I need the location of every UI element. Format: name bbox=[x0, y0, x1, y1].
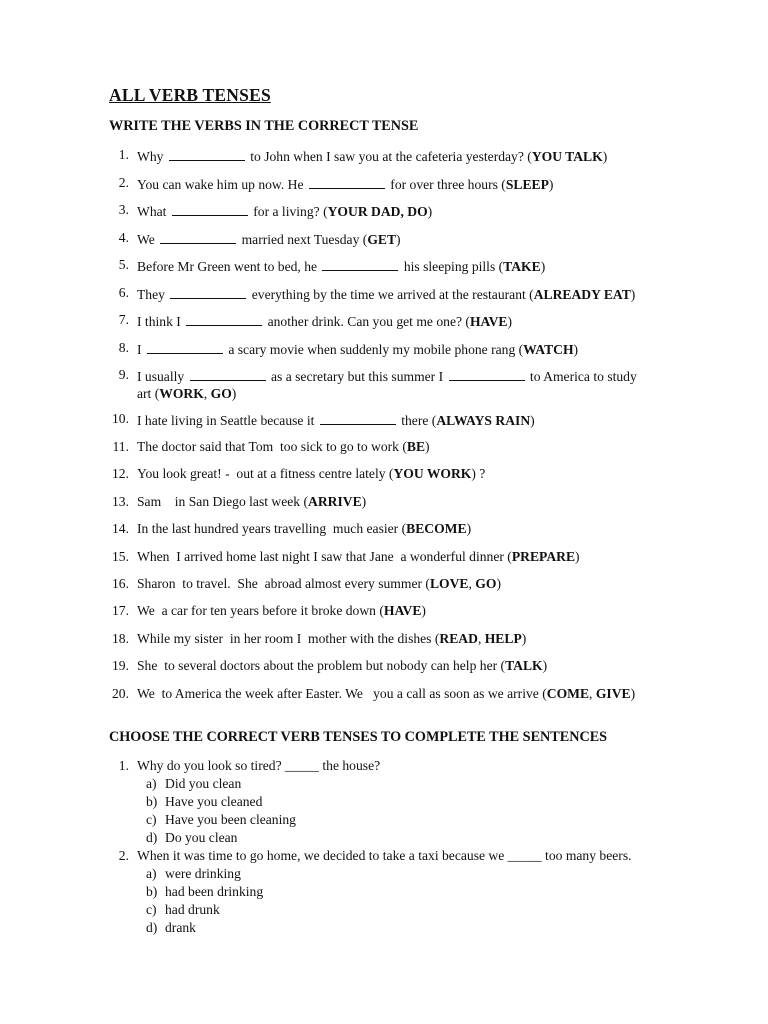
verb-hint: TALK bbox=[505, 658, 543, 673]
sentence-text: there ( bbox=[397, 412, 437, 428]
item-number: 18. bbox=[112, 631, 129, 646]
verb-hint: GET bbox=[367, 231, 397, 247]
sentence-text: , bbox=[477, 631, 485, 646]
option-text[interactable]: were drinking bbox=[165, 866, 241, 881]
answer-blank[interactable] bbox=[322, 257, 398, 271]
verb-hint: COME bbox=[546, 686, 590, 701]
item-number: 12. bbox=[112, 466, 129, 481]
section-heading-write: WRITE THE VERBS IN THE CORRECT TENSE bbox=[109, 118, 419, 134]
item-number: 10. bbox=[112, 411, 129, 426]
item-text bbox=[137, 312, 512, 330]
item-text bbox=[137, 257, 545, 275]
verb-hint: LOVE bbox=[429, 576, 469, 591]
option-text[interactable]: Do you clean bbox=[165, 830, 238, 845]
verb-hint: WORK bbox=[159, 386, 204, 401]
item-number: 13. bbox=[112, 494, 129, 509]
sentence-text: When I arrived home last night I saw that Jane a wonderful dinner ( bbox=[137, 549, 512, 564]
sentence-text: In the last hundred years travelling much easier ( bbox=[137, 521, 407, 536]
sentence-text: They bbox=[137, 286, 169, 302]
verb-hint: YOU TALK bbox=[531, 148, 603, 164]
sentence-text: , bbox=[589, 686, 596, 701]
item-text bbox=[137, 202, 432, 220]
sentence-text: ) bbox=[573, 341, 579, 357]
answer-blank[interactable] bbox=[160, 230, 236, 244]
sentence-text: Sam in San Diego last week ( bbox=[137, 494, 309, 509]
item-number: 9. bbox=[118, 367, 129, 382]
sentence-text: everything by the time we arrived at the restaurant ( bbox=[248, 286, 534, 302]
item-number: 15. bbox=[112, 549, 129, 564]
question-text: Why do you look so tired? _____ the house? bbox=[137, 758, 381, 773]
sentence-text: ) bbox=[231, 386, 237, 401]
verb-hint: HAVE bbox=[383, 603, 422, 618]
option-text[interactable]: Did you clean bbox=[165, 776, 242, 791]
item-text bbox=[137, 411, 535, 429]
item-text bbox=[137, 631, 526, 647]
answer-blank[interactable] bbox=[147, 340, 223, 354]
sentence-text: I hate living in Seattle because it bbox=[137, 412, 318, 428]
sentence-text: We bbox=[137, 231, 159, 247]
sentence-text: ) ? bbox=[471, 466, 486, 481]
item-text bbox=[137, 466, 485, 482]
sentence-text: ) bbox=[466, 521, 472, 536]
sentence-text: ) bbox=[540, 258, 546, 274]
verb-hint: BE bbox=[406, 439, 426, 454]
sentence-text: You look great! - out at a fitness centre lately ( bbox=[137, 466, 394, 481]
item-text bbox=[137, 147, 607, 165]
section-heading-choose: CHOOSE THE CORRECT VERB TENSES TO COMPLETE THE SENTENCES bbox=[109, 729, 608, 745]
sentence-text: ) bbox=[542, 658, 548, 673]
sentence-text: married next Tuesday ( bbox=[238, 231, 368, 247]
verb-hint: HELP bbox=[484, 631, 522, 646]
item-number: 4. bbox=[118, 230, 129, 245]
verb-hint: ALREADY EAT bbox=[533, 286, 631, 302]
item-number: 11. bbox=[112, 439, 129, 454]
item-number: 3. bbox=[118, 202, 129, 217]
sentence-text: ) bbox=[530, 412, 535, 428]
sentence-text: I bbox=[137, 341, 145, 357]
verb-hint: HAVE bbox=[469, 313, 508, 329]
sentence-text: ) bbox=[425, 439, 430, 454]
sentence-text: ) bbox=[427, 203, 433, 219]
item-number: 5. bbox=[118, 257, 129, 272]
sentence-text: While my sister in her room I mother with the dishes ( bbox=[137, 631, 440, 646]
option-letter: a) bbox=[146, 866, 157, 881]
sentence-text: to America to study bbox=[526, 368, 637, 384]
item-number: 7. bbox=[118, 312, 129, 327]
sentence-text: his sleeping pills ( bbox=[400, 258, 504, 274]
option-letter: c) bbox=[146, 902, 157, 917]
option-letter: a) bbox=[146, 776, 157, 791]
sentence-text: Sharon to travel. She abroad almost every summer ( bbox=[137, 576, 430, 591]
sentence-text: ) bbox=[496, 576, 501, 591]
item-text bbox=[137, 439, 430, 455]
sentence-text: I usually bbox=[137, 368, 188, 384]
sentence-text: ) bbox=[575, 549, 580, 564]
option-text[interactable]: drank bbox=[165, 920, 196, 935]
option-text[interactable]: Have you been cleaning bbox=[165, 812, 296, 827]
verb-hint: GO bbox=[475, 576, 497, 591]
item-text bbox=[137, 603, 426, 619]
verb-hint: ALWAYS RAIN bbox=[436, 412, 531, 428]
sentence-text: art ( bbox=[137, 386, 160, 401]
item-text bbox=[137, 285, 635, 303]
sentence-text: I think I bbox=[137, 313, 185, 329]
answer-blank[interactable] bbox=[320, 411, 396, 425]
answer-blank[interactable] bbox=[186, 312, 262, 326]
sentence-text: another drink. Can you get me one? ( bbox=[264, 313, 470, 329]
sentence-text: ) bbox=[630, 686, 636, 701]
item-text bbox=[137, 230, 401, 248]
item-text bbox=[137, 494, 366, 510]
sentence-text: Before Mr Green went to bed, he bbox=[137, 258, 321, 274]
question-number: 2. bbox=[118, 848, 129, 863]
sentence-text: ) bbox=[521, 631, 527, 646]
item-text bbox=[137, 686, 635, 702]
verb-hint: GO bbox=[210, 386, 232, 401]
sentence-text: You can wake him up now. He bbox=[137, 176, 307, 192]
sentence-text: We to America the week after Easter. We you a call as soon as we arrive ( bbox=[137, 686, 547, 701]
sentence-text: Why bbox=[137, 148, 167, 164]
sentence-text: ) bbox=[548, 176, 554, 192]
verb-hint: YOU WORK bbox=[393, 466, 472, 481]
sentence-text: for a living? ( bbox=[249, 203, 328, 219]
item-number: 2. bbox=[118, 175, 129, 190]
option-letter: b) bbox=[146, 794, 158, 809]
verb-hint: ARRIVE bbox=[308, 494, 362, 509]
option-text[interactable]: had been drinking bbox=[165, 884, 264, 899]
sentence-text: ) bbox=[602, 148, 608, 164]
item-text bbox=[137, 386, 236, 402]
sentence-text: , bbox=[468, 576, 476, 591]
sentence-text: , bbox=[203, 386, 211, 401]
answer-blank[interactable] bbox=[309, 175, 385, 189]
item-number: 6. bbox=[118, 285, 129, 300]
option-text[interactable]: had drunk bbox=[165, 902, 220, 917]
answer-blank[interactable] bbox=[172, 202, 248, 216]
verb-hint: TAKE bbox=[503, 258, 541, 274]
item-number: 8. bbox=[118, 340, 129, 355]
item-text bbox=[137, 367, 637, 385]
sentence-text: She to several doctors about the problem but nobody can help her ( bbox=[137, 658, 506, 673]
item-text bbox=[137, 340, 578, 358]
verb-hint: YOUR DAD, DO bbox=[327, 203, 428, 219]
item-text bbox=[137, 521, 471, 537]
item-text bbox=[137, 658, 547, 674]
question-text: When it was time to go home, we decided to take a taxi because we _____ too many beers. bbox=[137, 848, 632, 863]
item-text bbox=[137, 549, 580, 565]
answer-blank[interactable] bbox=[449, 367, 525, 381]
sentence-text: ) bbox=[396, 231, 401, 247]
page-title: ALL VERB TENSES bbox=[109, 85, 271, 105]
item-number: 14. bbox=[112, 521, 129, 536]
item-number: 19. bbox=[112, 658, 129, 673]
answer-blank[interactable] bbox=[170, 285, 246, 299]
sentence-text: ) bbox=[421, 603, 426, 618]
option-letter: d) bbox=[146, 830, 158, 845]
item-text bbox=[137, 175, 553, 193]
verb-hint: GIVE bbox=[595, 686, 631, 701]
item-text bbox=[137, 576, 501, 592]
item-number: 17. bbox=[112, 603, 129, 618]
sentence-text: The doctor said that Tom too sick to go to work ( bbox=[137, 439, 407, 454]
sentence-text: ) bbox=[630, 286, 636, 302]
answer-blank[interactable] bbox=[169, 147, 245, 161]
sentence-text: for over three hours ( bbox=[386, 176, 506, 192]
option-letter: c) bbox=[146, 812, 157, 827]
sentence-text: to John when I saw you at the cafeteria yesterday? ( bbox=[246, 148, 532, 164]
sentence-text: ) bbox=[507, 313, 512, 329]
item-number: 16. bbox=[112, 576, 129, 591]
verb-hint: READ bbox=[439, 631, 478, 646]
verb-hint: SLEEP bbox=[505, 176, 549, 192]
verb-hint: WATCH bbox=[523, 341, 574, 357]
sentence-text: a scary movie when suddenly my mobile phone rang ( bbox=[224, 341, 524, 357]
item-number: 20. bbox=[112, 686, 129, 701]
sentence-text: ) bbox=[361, 494, 367, 509]
verb-hint: BECOME bbox=[406, 521, 467, 536]
question-number: 1. bbox=[118, 758, 129, 773]
sentence-text: We a car for ten years before it broke down ( bbox=[137, 603, 384, 618]
option-letter: d) bbox=[146, 920, 158, 935]
option-letter: b) bbox=[146, 884, 158, 899]
option-text[interactable]: Have you cleaned bbox=[165, 794, 263, 809]
answer-blank[interactable] bbox=[190, 367, 266, 381]
sentence-text: What bbox=[137, 203, 170, 219]
sentence-text: as a secretary but this summer I bbox=[267, 368, 447, 384]
item-number: 1. bbox=[118, 147, 129, 162]
verb-hint: PREPARE bbox=[511, 549, 576, 564]
